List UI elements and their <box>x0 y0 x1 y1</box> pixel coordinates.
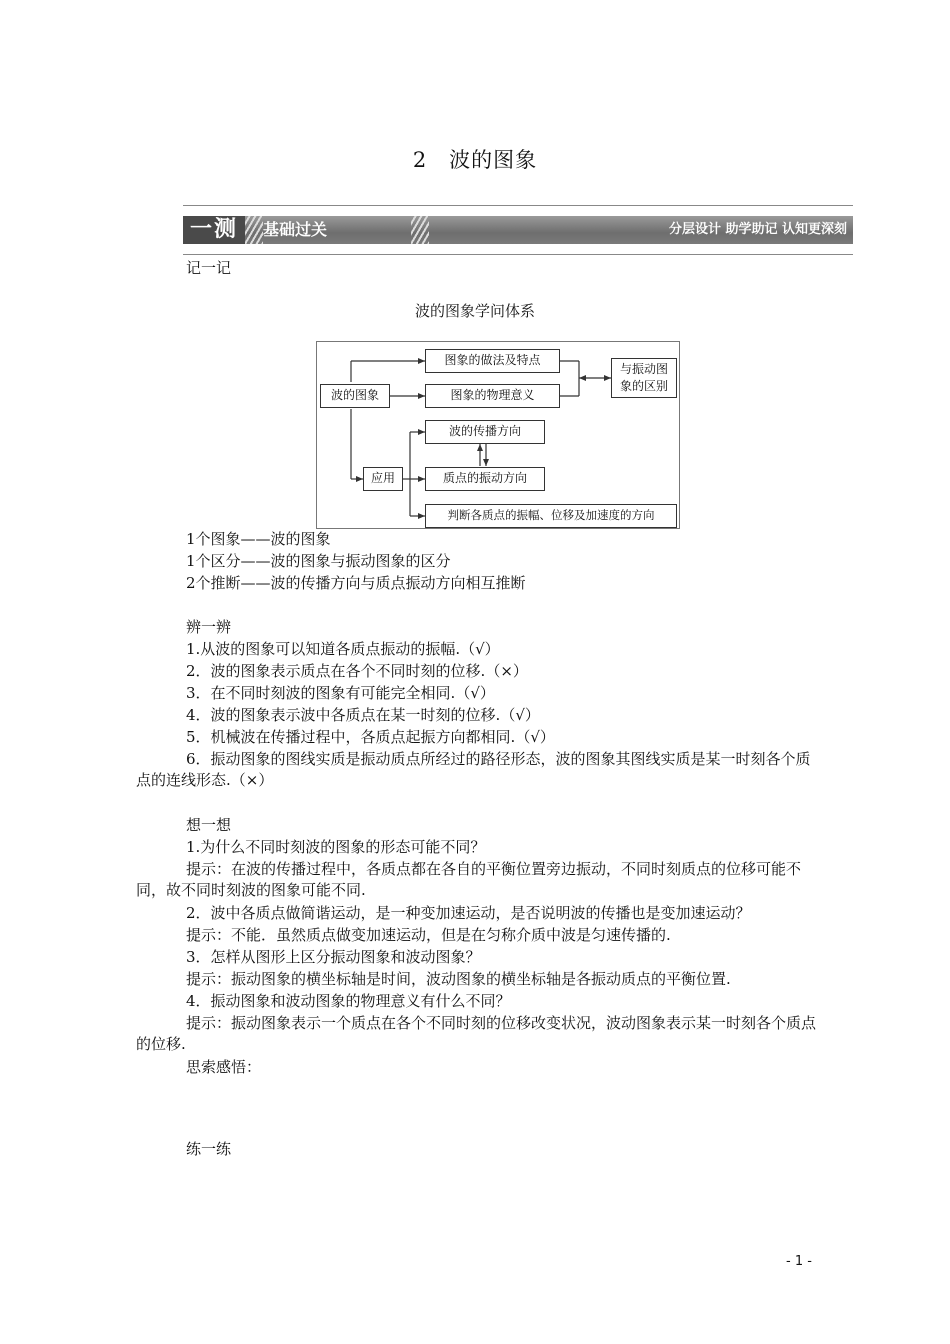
banner-stripes-decoration <box>411 216 429 244</box>
think-question: 2．波中各质点做简谐运动，是一种变加速运动，是否说明波的传播也是变加速运动？ <box>186 904 751 922</box>
diagram-apply-box: 应用 <box>363 467 403 491</box>
diagram-vibration-box: 质点的振动方向 <box>425 467 545 491</box>
diagram-direction-box: 波的传播方向 <box>425 420 545 444</box>
distinguish-item: 5．机械波在传播过程中，各质点起振方向都相同.（√） <box>186 728 555 746</box>
page-title: 2 波的图象 <box>412 148 538 172</box>
distinguish-item: 3．在不同时刻波的图象有可能完全相同.（√） <box>186 684 495 702</box>
think-hint: 提示：振动图象的横坐标轴是时间，波动图象的横坐标轴是各振动质点的平衡位置. <box>186 970 731 988</box>
remember-heading: 记一记 <box>186 259 232 277</box>
diagram-judge-box: 判断各质点的振幅、位移及加速度的方向 <box>425 504 677 528</box>
section-banner <box>183 205 853 255</box>
diagram-caption: 波的图象学问体系 <box>414 302 535 320</box>
think-question: 1.为什么不同时刻波的图象的形态可能不同？ <box>186 838 486 856</box>
banner-stripes-decoration <box>245 216 263 244</box>
page-number: - 1 - <box>786 1254 812 1269</box>
think-hint: 提示：在波的传播过程中，各质点都在各自的平衡位置旁边振动，不同时刻质点的位移可能不同，故不同时刻波的图象可能不同. <box>136 860 802 899</box>
think-hint: 提示：振动图象表示一个质点在各个不同时刻的位移改变状况，波动图象表示某一时刻各个质点的位移. <box>136 1014 817 1053</box>
diagram-method-box: 图象的做法及特点 <box>425 349 560 373</box>
distinguish-item: 2．波的图象表示质点在各个不同时刻的位移.（×） <box>186 662 528 680</box>
think-question: 4．振动图象和波动图象的物理意义有什么不同？ <box>186 992 511 1010</box>
remember-line: 1个区分——波的图象与振动图象的区分 <box>186 552 451 570</box>
concept-diagram <box>316 341 680 529</box>
distinguish-item: 6．振动图象的图线实质是振动质点所经过的路径形态，波的图象其图线实质是某一时刻各个质点的连线形态.（×） <box>136 750 811 789</box>
banner-left-label: 一测 <box>183 216 245 244</box>
banner-strip <box>183 216 853 244</box>
banner-middle-label: 基础过关 <box>263 220 328 239</box>
distinguish-heading: 辨一辨 <box>186 618 232 636</box>
distinguish-item: 1.从波的图象可以知道各质点振动的振幅.（√） <box>186 640 500 658</box>
diagram-compare-box: 与振动图象的区别 <box>611 358 677 398</box>
think-hint: 提示：不能．虽然质点做变加速运动，但是在匀称介质中波是匀速传播的. <box>186 926 671 944</box>
think-heading: 想一想 <box>186 816 232 834</box>
banner-right-label: 分层设计 助学助记 认知更深刻 <box>668 222 847 237</box>
remember-line: 1个图象——波的图象 <box>186 530 331 548</box>
distinguish-item: 4．波的图象表示波中各质点在某一时刻的位移.（√） <box>186 706 540 724</box>
reflection-label: 思索感悟： <box>186 1058 262 1076</box>
remember-line: 2个推断——波的传播方向与质点振动方向相互推断 <box>186 574 526 592</box>
diagram-meaning-box: 图象的物理意义 <box>425 384 560 408</box>
think-question: 3．怎样从图形上区分振动图象和波动图象？ <box>186 948 481 966</box>
practice-heading: 练一练 <box>186 1140 232 1158</box>
diagram-root-box: 波的图象 <box>320 384 390 408</box>
